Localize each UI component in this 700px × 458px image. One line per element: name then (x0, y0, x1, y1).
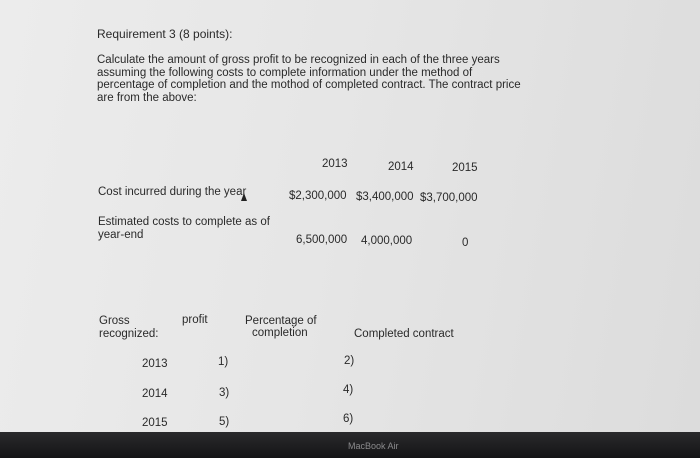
cost-incurred-2015: $3,700,000 (420, 192, 478, 204)
requirement-heading: Requirement 3 (8 points): (97, 27, 233, 41)
year-header-2015: 2015 (452, 162, 478, 174)
profit-label: profit (182, 314, 208, 326)
answer-year-2014: 2014 (142, 388, 168, 400)
answer-poc-2013: 1) (218, 356, 229, 368)
cost-incurred-2014: $3,400,000 (356, 191, 414, 203)
poc-header-line1: Percentage of (245, 315, 317, 327)
instructions-paragraph (97, 54, 527, 104)
year-header-2014: 2014 (388, 161, 414, 173)
estimated-costs-2015: 0 (462, 237, 469, 249)
poc-header-line2: completion (252, 327, 308, 339)
year-header-2013: 2013 (322, 158, 348, 170)
answer-cc-2013: 2) (344, 355, 355, 367)
answer-year-2015: 2015 (142, 417, 168, 429)
instructions-line: Calculate the amount of gross profit to be recognized in each of the three years (97, 54, 500, 66)
completed-contract-header: Completed contract (354, 328, 454, 340)
recognized-label: recognized: (99, 328, 159, 340)
answer-cc-2014: 4) (343, 384, 354, 396)
estimated-costs-2014: 4,000,000 (361, 235, 413, 247)
instructions-line: percentage of completion and the mothod of completed contract. The contract price (97, 79, 521, 91)
cost-incurred-label: Cost incurred during the year (98, 186, 247, 198)
gross-label: Gross (99, 315, 130, 327)
mouse-cursor-icon (241, 193, 247, 201)
estimated-costs-label-line2: year-end (98, 229, 144, 241)
cost-incurred-2013: $2,300,000 (289, 190, 347, 202)
answer-year-2013: 2013 (142, 358, 168, 370)
instructions-line: are from the above: (97, 91, 197, 104)
instructions-line: assuming the following costs to complete information under the method of (97, 66, 473, 79)
answer-cc-2015: 6) (343, 413, 354, 425)
answer-poc-2014: 3) (219, 387, 230, 399)
answer-poc-2015: 5) (219, 416, 230, 428)
estimated-costs-label-line1: Estimated costs to complete as of (98, 216, 270, 228)
estimated-costs-2013: 6,500,000 (296, 234, 348, 246)
device-brand-label: MacBook Air (348, 441, 399, 451)
